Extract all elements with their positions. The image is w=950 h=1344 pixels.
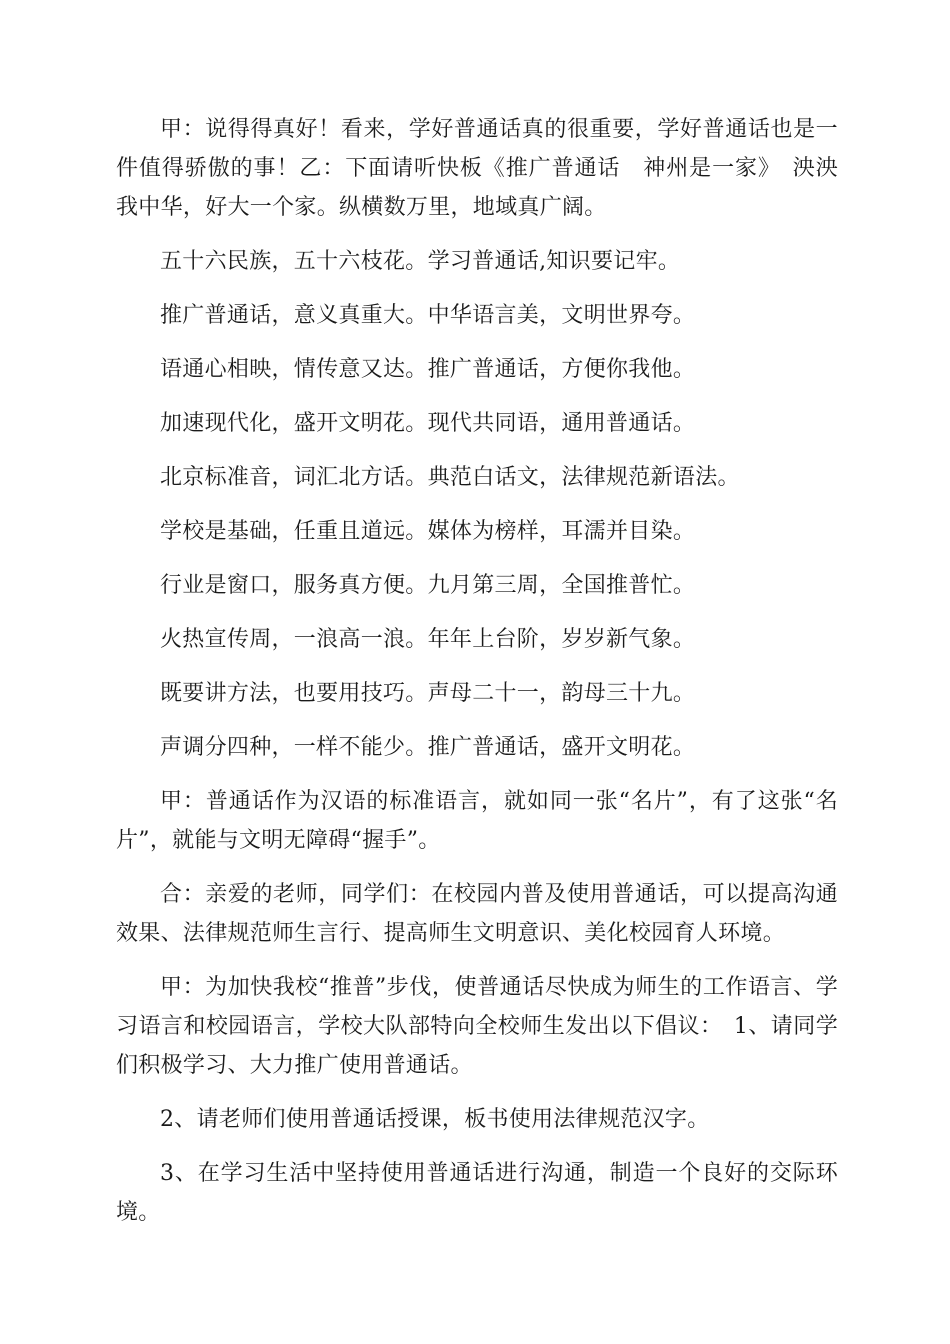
paragraph-2: 五十六民族，五十六枝花。学习普通话,知识要记牢。 xyxy=(160,249,681,274)
paragraph-4: 语通心相映，情传意又达。推广普通话，方便你我他。 xyxy=(160,357,696,382)
paragraph-16: 3、在学习生活中坚持使用普通话进行沟通，制造一个良好的交际环境。 xyxy=(116,1161,838,1225)
paragraph-6: 北京标准音，词汇北方话。典范白话文，法律规范新语法。 xyxy=(160,465,740,490)
paragraph-9: 火热宣传周，一浪高一浪。年年上台阶，岁岁新气象。 xyxy=(160,627,696,652)
paragraph-13: 合：亲爱的老师，同学们：在校园内普及使用普通话，可以提高沟通效果、法律规范师生言行、提高师生文明意识、美化校园育人环境。 xyxy=(116,882,838,946)
paragraph-7: 学校是基础，任重且道远。媒体为榜样，耳濡并目染。 xyxy=(160,519,696,544)
paragraph-14: 甲：为加快我校“推普”步伐，使普通话尽快成为师生的工作语言、学习语言和校园语言，学校大队部特向全校师生发出以下倡议： 1、请同学们积极学习、大力推广使用普通话。 xyxy=(116,975,838,1078)
paragraph-5: 加速现代化，盛开文明花。现代共同语，通用普通话。 xyxy=(160,411,696,436)
paragraph-3: 推广普通话，意义真重大。中华语言美，文明世界夸。 xyxy=(160,303,696,328)
paragraph-12: 甲：普通话作为汉语的标准语言，就如同一张“名片”，有了这张“名片”，就能与文明无障碍“握手”。 xyxy=(116,789,838,853)
paragraph-10: 既要讲方法，也要用技巧。声母二十一，韵母三十九。 xyxy=(160,681,696,706)
paragraph-1: 甲：说得得真好！看来，学好普通话真的很重要，学好普通话也是一件值得骄傲的事！乙：下面请听快板《推广普通话 神州是一家》 泱泱我中华，好大一个家。纵横数万里，地域真广阔。 xyxy=(116,117,838,220)
paragraph-15: 2、请老师们使用普通话授课，板书使用法律规范汉字。 xyxy=(160,1107,710,1132)
paragraph-8: 行业是窗口，服务真方便。九月第三周，全国推普忙。 xyxy=(160,573,696,598)
paragraph-11: 声调分四种，一样不能少。推广普通话，盛开文明花。 xyxy=(160,735,696,760)
